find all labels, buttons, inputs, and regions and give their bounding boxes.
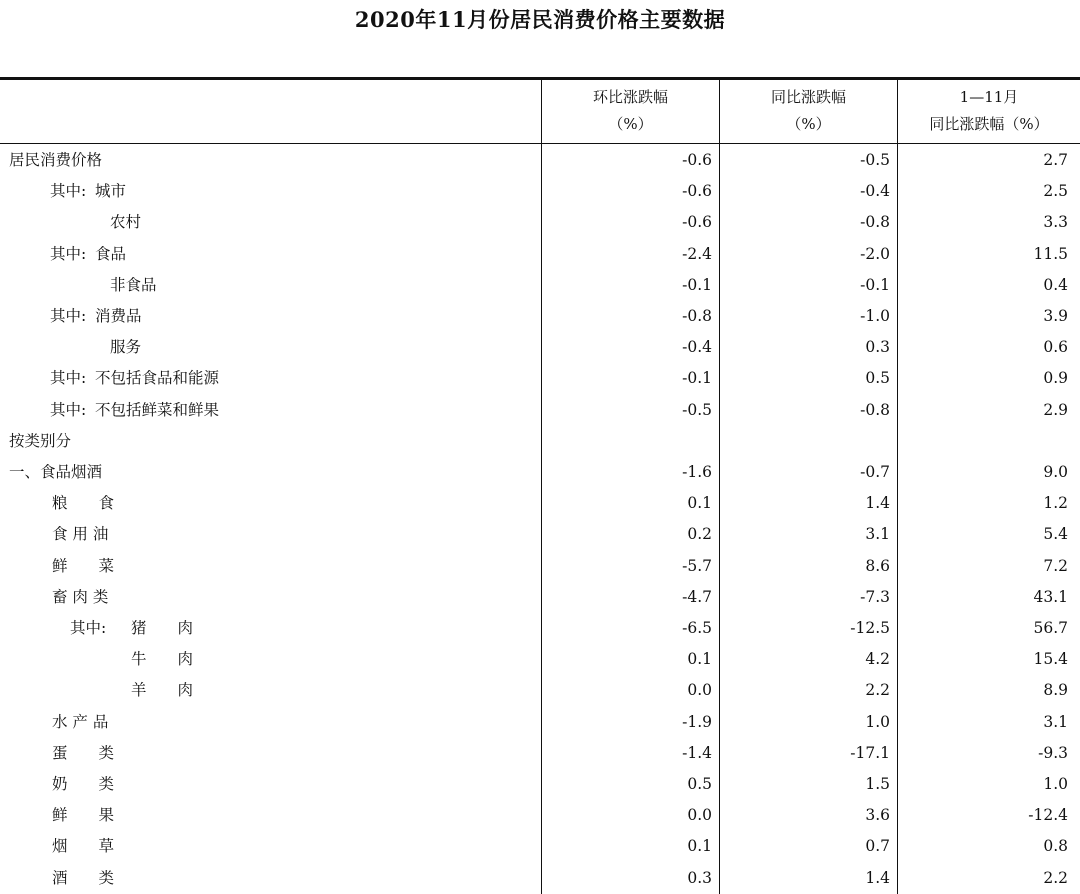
row-label: 蛋 类 (52, 743, 115, 762)
header-yoy-line2: （%） (786, 115, 831, 133)
row-label: 酒 类 (52, 868, 115, 887)
cell-mom: -0.5 (682, 400, 712, 419)
cell-ytd: 3.3 (1043, 213, 1068, 232)
table-row (0, 863, 1080, 894)
cell-mom: -0.6 (682, 182, 712, 201)
page-title: 2020年11月份居民消费价格主要数据 (354, 7, 726, 32)
table-row (0, 239, 1080, 270)
header-ytd-line1: 1—11月 (959, 88, 1019, 106)
cell-yoy: -12.5 (850, 619, 890, 637)
table-row (0, 426, 1080, 457)
cell-ytd: -12.4 (1028, 806, 1068, 825)
cell-yoy: -17.1 (850, 743, 890, 762)
cell-ytd: 3.9 (1043, 307, 1068, 325)
table-row (0, 831, 1080, 862)
cell-ytd: 0.6 (1043, 338, 1068, 357)
row-label: 农村 (110, 213, 142, 232)
cell-yoy: 2.2 (865, 681, 890, 700)
row-label: 粮 食 (52, 494, 115, 513)
table-row (0, 145, 1080, 176)
cell-mom: -1.6 (682, 463, 712, 481)
row-label: 城市 (95, 182, 127, 201)
table-row (0, 738, 1080, 769)
table-row (0, 551, 1080, 582)
cell-ytd: 5.4 (1043, 525, 1068, 544)
table-row (0, 176, 1080, 207)
cell-ytd: 3.1 (1043, 712, 1068, 731)
row-label: 羊 肉 (131, 681, 194, 700)
row-prefix: 其中: (50, 400, 87, 419)
cell-yoy: 3.6 (865, 806, 890, 825)
row-label: 猪 肉 (131, 619, 194, 637)
header-ytd-line2: 同比涨跌幅（%） (929, 115, 1049, 133)
table-row (0, 395, 1080, 426)
row-label: 鲜 菜 (52, 556, 115, 575)
row-prefix: 其中: (50, 182, 87, 201)
row-label: 牛 肉 (131, 650, 194, 669)
cell-yoy: 3.1 (865, 525, 890, 544)
cell-mom: -0.1 (682, 275, 712, 294)
cell-yoy: 1.0 (865, 712, 890, 731)
header-ytd (898, 84, 1080, 140)
cell-ytd: 0.4 (1043, 275, 1068, 294)
cell-ytd: 11.5 (1033, 244, 1068, 263)
header-mom-line1: 环比涨跌幅 (592, 88, 668, 106)
cell-ytd: 15.4 (1033, 650, 1068, 669)
row-label: 服务 (110, 338, 142, 357)
table-row (0, 582, 1080, 613)
cell-ytd: 43.1 (1033, 587, 1068, 606)
cell-yoy: -0.1 (860, 275, 890, 294)
cell-ytd: 2.9 (1043, 400, 1068, 419)
row-label: 水 产 品 (52, 712, 109, 731)
row-label: 按类别分 (9, 431, 72, 450)
cell-ytd: 1.2 (1043, 494, 1068, 513)
cell-mom: -0.8 (682, 307, 712, 325)
cell-mom: -5.7 (682, 556, 712, 575)
cell-mom (542, 426, 712, 457)
cell-yoy: 1.4 (865, 494, 890, 513)
cell-mom: -6.5 (682, 619, 712, 637)
cell-mom: -1.9 (682, 712, 712, 731)
cell-yoy: 0.7 (865, 837, 890, 856)
cell-yoy: 8.6 (865, 556, 890, 575)
table-row (0, 519, 1080, 550)
table-top-rule (0, 77, 1080, 80)
table-row (0, 488, 1080, 519)
cell-ytd: 2.7 (1043, 151, 1068, 169)
cell-yoy (720, 426, 890, 457)
row-label: 一、食品烟酒 (9, 463, 103, 481)
row-label: 奶 类 (52, 775, 115, 793)
table-row (0, 707, 1080, 738)
row-label: 鲜 果 (52, 806, 115, 825)
cell-mom: -0.1 (682, 369, 712, 388)
cell-mom: -0.6 (682, 213, 712, 232)
header-yoy (720, 84, 897, 140)
cell-ytd: 9.0 (1043, 463, 1068, 481)
cell-mom: 0.2 (687, 525, 712, 544)
row-label: 居民消费价格 (9, 151, 103, 169)
cell-ytd: -9.3 (1038, 743, 1068, 762)
cell-ytd: 0.8 (1043, 837, 1068, 856)
cell-yoy: 1.5 (865, 775, 890, 793)
cell-mom: 0.5 (687, 775, 712, 793)
row-label: 不包括食品和能源 (95, 369, 220, 388)
table-row (0, 644, 1080, 675)
cell-yoy: -0.7 (860, 463, 890, 481)
cell-yoy: -0.4 (860, 182, 890, 201)
cell-yoy: 1.4 (865, 868, 890, 887)
cell-mom: 0.1 (687, 650, 712, 669)
row-prefix: 其中: (50, 307, 87, 325)
row-prefix: 其中: (50, 244, 87, 263)
header-yoy-line1: 同比涨跌幅 (770, 88, 846, 106)
cell-mom: 0.1 (687, 494, 712, 513)
cell-mom: -2.4 (682, 244, 712, 263)
row-prefix: 其中: (70, 619, 107, 637)
header-mom (542, 84, 719, 140)
table-row (0, 675, 1080, 706)
cell-yoy: 0.5 (865, 369, 890, 388)
cell-mom: 0.1 (687, 837, 712, 856)
table-row (0, 332, 1080, 363)
cell-mom: -4.7 (682, 587, 712, 606)
cell-ytd: 8.9 (1043, 681, 1068, 700)
table-row (0, 270, 1080, 301)
cell-yoy: -1.0 (860, 307, 890, 325)
table-row (0, 613, 1080, 644)
row-prefix: 其中: (50, 369, 87, 388)
cell-mom: -1.4 (682, 743, 712, 762)
cell-mom: 0.0 (687, 806, 712, 825)
cell-yoy: -0.5 (860, 151, 890, 169)
cell-ytd: 2.5 (1043, 182, 1068, 201)
cell-ytd (898, 426, 1068, 457)
cell-yoy: -0.8 (860, 213, 890, 232)
cell-mom: 0.0 (687, 681, 712, 700)
cell-ytd: 56.7 (1033, 619, 1068, 637)
row-label: 消费品 (95, 307, 142, 325)
cell-ytd: 0.9 (1043, 369, 1068, 388)
table-row (0, 301, 1080, 332)
cell-yoy: 4.2 (865, 650, 890, 669)
cell-mom: -0.4 (682, 338, 712, 357)
cell-ytd: 7.2 (1043, 556, 1068, 575)
table-row (0, 363, 1080, 394)
table-header-rule (0, 143, 1080, 144)
row-label: 非食品 (110, 275, 157, 294)
cell-ytd: 2.2 (1043, 868, 1068, 887)
cell-mom: 0.3 (687, 868, 712, 887)
row-label: 畜 肉 类 (52, 587, 109, 606)
table-row (0, 457, 1080, 488)
table-row (0, 800, 1080, 831)
cell-yoy: -7.3 (860, 587, 890, 606)
row-label: 食 用 油 (52, 525, 109, 544)
cell-yoy: -0.8 (860, 400, 890, 419)
cell-ytd: 1.0 (1043, 775, 1068, 793)
cell-mom: -0.6 (682, 151, 712, 169)
row-label: 烟 草 (52, 837, 115, 856)
table-row (0, 207, 1080, 238)
cell-yoy: 0.3 (865, 338, 890, 357)
cell-yoy: -2.0 (860, 244, 890, 263)
row-label: 不包括鲜菜和鲜果 (95, 400, 220, 419)
header-mom-line2: （%） (608, 115, 653, 133)
table-row (0, 769, 1080, 800)
row-label: 食品 (95, 244, 127, 263)
